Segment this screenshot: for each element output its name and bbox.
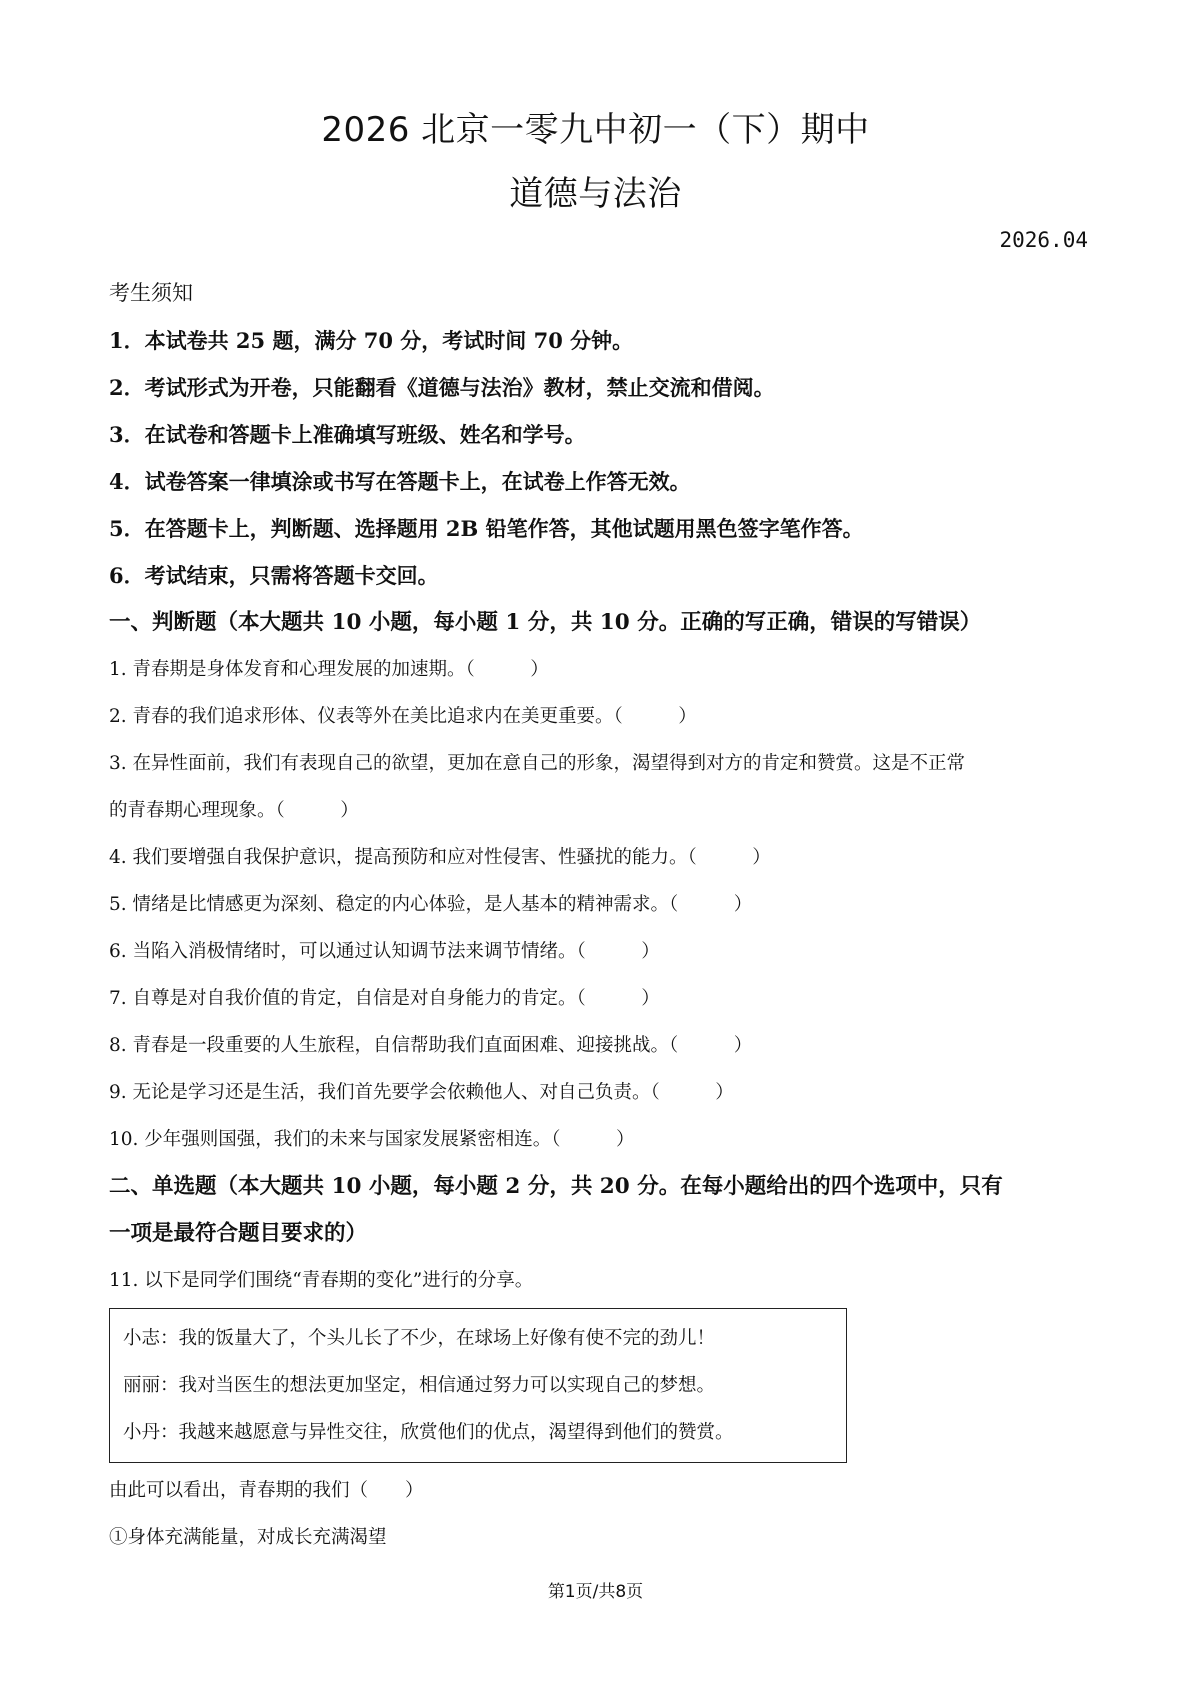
page-number: 第1页/共8页 [547,1582,644,1602]
notice-item: 2．考试形式为开卷，只能翻看《道德与法治》教材，禁止交流和借阅。 [109,375,775,400]
quote-line: 小志：我的饭量大了，个头儿长了不少，在球场上好像有使不完的劲儿！ [123,1328,716,1349]
judgement-question-continued: 的青春期心理现象。（ ） [109,800,359,821]
section-heading-single-choice-continued: 一项是最符合题目要求的） [109,1221,368,1246]
exam-subject: 道德与法治 [509,174,682,214]
answer-option: ①身体充满能量，对成长充满渴望 [109,1527,387,1548]
judgement-question: 9. 无论是学习还是生活，我们首先要学会依赖他人、对自己负责。（ ） [109,1082,734,1103]
exam-content [109,270,1094,1561]
judgement-question: 1. 青春期是身体发育和心理发展的加速期。（ ） [109,659,549,680]
question-stem: 11. 以下是同学们围绕“青春期的变化”进行的分享。 [109,1270,534,1291]
quote-line: 丽丽：我对当医生的想法更加坚定，相信通过努力可以实现自己的梦想。 [123,1375,716,1396]
notice-heading: 考生须知 [109,281,193,305]
judgement-question: 7. 自尊是对自我价值的肯定，自信是对自身能力的肯定。（ ） [109,988,660,1009]
judgement-question: 10. 少年强则国强，我们的未来与国家发展紧密相连。（ ） [109,1129,635,1150]
question-prompt: 由此可以看出，青春期的我们（ ） [109,1480,424,1501]
quote-box [109,1308,847,1463]
notice-item: 6．考试结束，只需将答题卡交回。 [109,563,439,588]
judgement-question: 3. 在异性面前，我们有表现自己的欲望，更加在意自己的形象，渴望得到对方的肯定和赞赏。这是不正常 [109,753,966,774]
judgement-question: 5. 情绪是比情感更为深刻、稳定的内心体验，是人基本的精神需求。（ ） [109,894,753,915]
judgement-question: 8. 青春是一段重要的人生旅程，自信帮助我们直面困难、迎接挑战。（ ） [109,1035,753,1056]
judgement-question: 6. 当陷入消极情绪时，可以通过认知调节法来调节情绪。（ ） [109,941,660,962]
notice-item: 5．在答题卡上，判断题、选择题用 2B 铅笔作答，其他试题用黑色签字笔作答。 [109,516,864,541]
judgement-question: 2. 青春的我们追求形体、仪表等外在美比追求内在美更重要。（ ） [109,706,697,727]
notice-item: 4．试卷答案一律填涂或书写在答题卡上，在试卷上作答无效。 [109,469,691,494]
quote-line: 小丹：我越来越愿意与异性交往，欣赏他们的优点，渴望得到他们的赞赏。 [123,1422,734,1443]
section-heading-single-choice: 二、单选题（本大题共 10 小题，每小题 2 分，共 20 分。在每小题给出的四个选项中，只有 [109,1174,1003,1199]
exam-date: 2026.04 [999,228,1088,252]
section-heading-judgement: 一、判断题（本大题共 10 小题，每小题 1 分，共 10 分。正确的写正确，错误的写错误） [109,610,982,635]
notice-item: 3．在试卷和答题卡上准确填写班级、姓名和学号。 [109,422,586,447]
notice-item: 1．本试卷共 25 题，满分 70 分，考试时间 70 分钟。 [109,328,634,353]
exam-title: 2026 北京一零九中初一（下）期中 [321,110,870,150]
judgement-question: 4. 我们要增强自我保护意识，提高预防和应对性侵害、性骚扰的能力。（ ） [109,847,771,868]
